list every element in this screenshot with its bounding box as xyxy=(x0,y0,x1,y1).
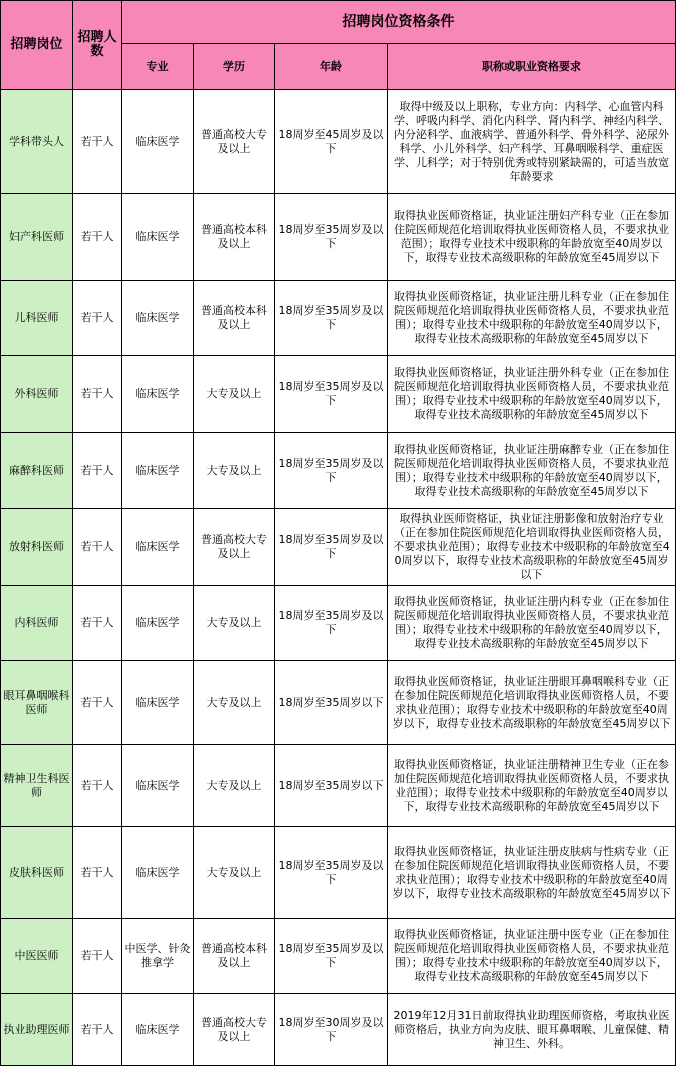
table-row xyxy=(1,994,676,1066)
cell-age: 18周岁至30周岁及以下 xyxy=(275,994,388,1066)
table-body xyxy=(1,90,676,1066)
cell-count: 若干人 xyxy=(73,994,122,1066)
cell-requirement: 取得执业医师资格证，执业证注册眼耳鼻咽喉科专业（正在参加住院医师规范化培训取得执业医师资格人员，不要求执业范围）；取得专业技术中级职称的年龄放宽至40周岁以下，取得专业技术高级职称的年龄放宽至45周岁以下 xyxy=(388,661,676,745)
cell-requirement: 取得执业医师资格证，执业证注册精神卫生专业（正在参加住院医师规范化培训取得执业医师资格人员，不要求执业范围）；取得专业技术中级职称的年龄放宽至40周岁以下，取得专业技术高级职称的年龄放宽至45周岁以下 xyxy=(388,745,676,827)
cell-count: 若干人 xyxy=(73,827,122,919)
cell-education: 普通高校大专及以上 xyxy=(194,90,275,194)
table-row xyxy=(1,509,676,586)
cell-age: 18周岁至35周岁及以下 xyxy=(275,586,388,661)
cell-position: 放射科医师 xyxy=(1,509,73,586)
cell-position: 儿科医师 xyxy=(1,281,73,356)
cell-age: 18周岁至35周岁及以下 xyxy=(275,509,388,586)
table-row xyxy=(1,745,676,827)
table-row xyxy=(1,90,676,194)
cell-age: 18周岁至35周岁以下 xyxy=(275,661,388,745)
cell-age: 18周岁至35周岁及以下 xyxy=(275,356,388,433)
cell-count: 若干人 xyxy=(73,509,122,586)
cell-age: 18周岁至35周岁及以下 xyxy=(275,433,388,509)
cell-major: 临床医学 xyxy=(122,661,194,745)
cell-education: 大专及以上 xyxy=(194,827,275,919)
cell-education: 大专及以上 xyxy=(194,661,275,745)
table-row xyxy=(1,281,676,356)
cell-count: 若干人 xyxy=(73,90,122,194)
header-age: 年龄 xyxy=(275,44,388,90)
cell-education: 大专及以上 xyxy=(194,356,275,433)
cell-education: 普通高校大专及以上 xyxy=(194,509,275,586)
cell-age: 18周岁至35周岁及以下 xyxy=(275,194,388,281)
cell-position: 妇产科医师 xyxy=(1,194,73,281)
cell-age: 18周岁至35周岁及以下 xyxy=(275,919,388,994)
header-major: 专业 xyxy=(122,44,194,90)
cell-education: 大专及以上 xyxy=(194,586,275,661)
cell-requirement: 取得中级及以上职称，专业方向：内科学、心血管内科学、呼吸内科学、消化内科学、肾内科学、神经内科学、内分泌科学、血液病学、普通外科学、骨外科学、泌尿外科学、小儿外科学、妇产科学、耳鼻咽喉科学、重症医学、儿科学；对于特别优秀或特别紧缺需的，可适当放宽年龄要求 xyxy=(388,90,676,194)
header-education: 学历 xyxy=(194,44,275,90)
cell-age: 18周岁至35周岁以下 xyxy=(275,745,388,827)
cell-position: 外科医师 xyxy=(1,356,73,433)
cell-count: 若干人 xyxy=(73,356,122,433)
cell-requirement: 取得执业医师资格证，执业证注册内科专业（正在参加住院医师规范化培训取得执业医师资格人员，不要求执业范围）；取得专业技术中级职称的年龄放宽至40周岁以下，取得专业技术高级职称的年龄放宽至45周岁以下 xyxy=(388,586,676,661)
cell-position: 执业助理医师 xyxy=(1,994,73,1066)
cell-count: 若干人 xyxy=(73,586,122,661)
table-row xyxy=(1,661,676,745)
cell-position: 中医医师 xyxy=(1,919,73,994)
cell-count: 若干人 xyxy=(73,919,122,994)
cell-education: 普通高校本科及以上 xyxy=(194,194,275,281)
cell-education: 普通高校本科及以上 xyxy=(194,919,275,994)
cell-count: 若干人 xyxy=(73,661,122,745)
cell-major: 临床医学 xyxy=(122,827,194,919)
cell-education: 大专及以上 xyxy=(194,433,275,509)
cell-major: 临床医学 xyxy=(122,281,194,356)
cell-count: 若干人 xyxy=(73,433,122,509)
cell-count: 若干人 xyxy=(73,745,122,827)
cell-major: 临床医学 xyxy=(122,745,194,827)
cell-education: 大专及以上 xyxy=(194,745,275,827)
cell-position: 皮肤科医师 xyxy=(1,827,73,919)
cell-major: 临床医学 xyxy=(122,433,194,509)
cell-requirement: 2019年12月31日前取得执业助理医师资格，考取执业医师资格后，执业方向为皮肤、眼耳鼻咽喉、儿童保健、精神卫生、外科。 xyxy=(388,994,676,1066)
header-title-req: 职称或职业资格要求 xyxy=(388,44,676,90)
cell-position: 精神卫生科医师 xyxy=(1,745,73,827)
header-count: 招聘人数 xyxy=(73,1,122,90)
cell-position: 学科带头人 xyxy=(1,90,73,194)
cell-position: 眼耳鼻咽喉科医师 xyxy=(1,661,73,745)
cell-requirement: 取得执业医师资格证，执业证注册中医专业（正在参加住院医师规范化培训取得执业医师资格人员，不要求执业范围）；取得专业技术中级职称的年龄放宽至40周岁以下，取得专业技术高级职称的年龄放宽至45周岁以下 xyxy=(388,919,676,994)
table-row xyxy=(1,356,676,433)
cell-education: 普通高校本科及以上 xyxy=(194,281,275,356)
table-row xyxy=(1,194,676,281)
table-row xyxy=(1,827,676,919)
cell-requirement: 取得执业医师资格证，执业证注册外科专业（正在参加住院医师规范化培训取得执业医师资格人员，不要求执业范围）；取得专业技术中级职称的年龄放宽至40周岁以下，取得专业技术高级职称的年龄放宽至45周岁以下 xyxy=(388,356,676,433)
cell-age: 18周岁至45周岁及以下 xyxy=(275,90,388,194)
cell-age: 18周岁至35周岁及以下 xyxy=(275,281,388,356)
table-row xyxy=(1,919,676,994)
table-row xyxy=(1,586,676,661)
cell-count: 若干人 xyxy=(73,281,122,356)
table-row xyxy=(1,433,676,509)
cell-major: 临床医学 xyxy=(122,994,194,1066)
cell-requirement: 取得执业医师资格证，执业证注册麻醉专业（正在参加住院医师规范化培训取得执业医师资格人员，不要求执业范围）；取得专业技术中级职称的年龄放宽至40周岁以下，取得专业技术高级职称的年龄放宽至45周岁以下 xyxy=(388,433,676,509)
cell-requirement: 取得执业医师资格证，执业证注册皮肤病与性病专业（正在参加住院医师规范化培训取得执业医师资格人员，不要求执业范围）；取得专业技术中级职称的年龄放宽至40周岁以下，取得专业技术高级职称的年龄放宽至45周岁以下 xyxy=(388,827,676,919)
cell-major: 中医学、针灸推拿学 xyxy=(122,919,194,994)
cell-age: 18周岁至35周岁及以下 xyxy=(275,827,388,919)
cell-major: 临床医学 xyxy=(122,586,194,661)
cell-major: 临床医学 xyxy=(122,90,194,194)
cell-major: 临床医学 xyxy=(122,356,194,433)
cell-requirement: 取得执业医师资格证，执业证注册影像和放射治疗专业（正在参加住院医师规范化培训取得执业医师资格人员，不要求执业范围）；取得专业技术中级职称的年龄放宽至40周岁以下，取得专业技术高级职称的年龄放宽至45周岁以下 xyxy=(388,509,676,586)
cell-count: 若干人 xyxy=(73,194,122,281)
cell-major: 临床医学 xyxy=(122,194,194,281)
header-position: 招聘岗位 xyxy=(1,1,73,90)
cell-requirement: 取得执业医师资格证，执业证注册儿科专业（正在参加住院医师规范化培训取得执业医师资格人员，不要求执业范围）；取得专业技术中级职称的年龄放宽至40周岁以下，取得专业技术高级职称的年龄放宽至45周岁以下 xyxy=(388,281,676,356)
header-qualifications: 招聘岗位资格条件 xyxy=(122,1,676,44)
cell-requirement: 取得执业医师资格证，执业证注册妇产科专业（正在参加住院医师规范化培训取得执业医师资格人员，不要求执业范围）；取得专业技术中级职称的年龄放宽至40周岁以下，取得专业技术高级职称的年龄放宽至45周岁以下 xyxy=(388,194,676,281)
cell-education: 普通高校大专及以上 xyxy=(194,994,275,1066)
cell-position: 内科医师 xyxy=(1,586,73,661)
cell-major: 临床医学 xyxy=(122,509,194,586)
cell-position: 麻醉科医师 xyxy=(1,433,73,509)
